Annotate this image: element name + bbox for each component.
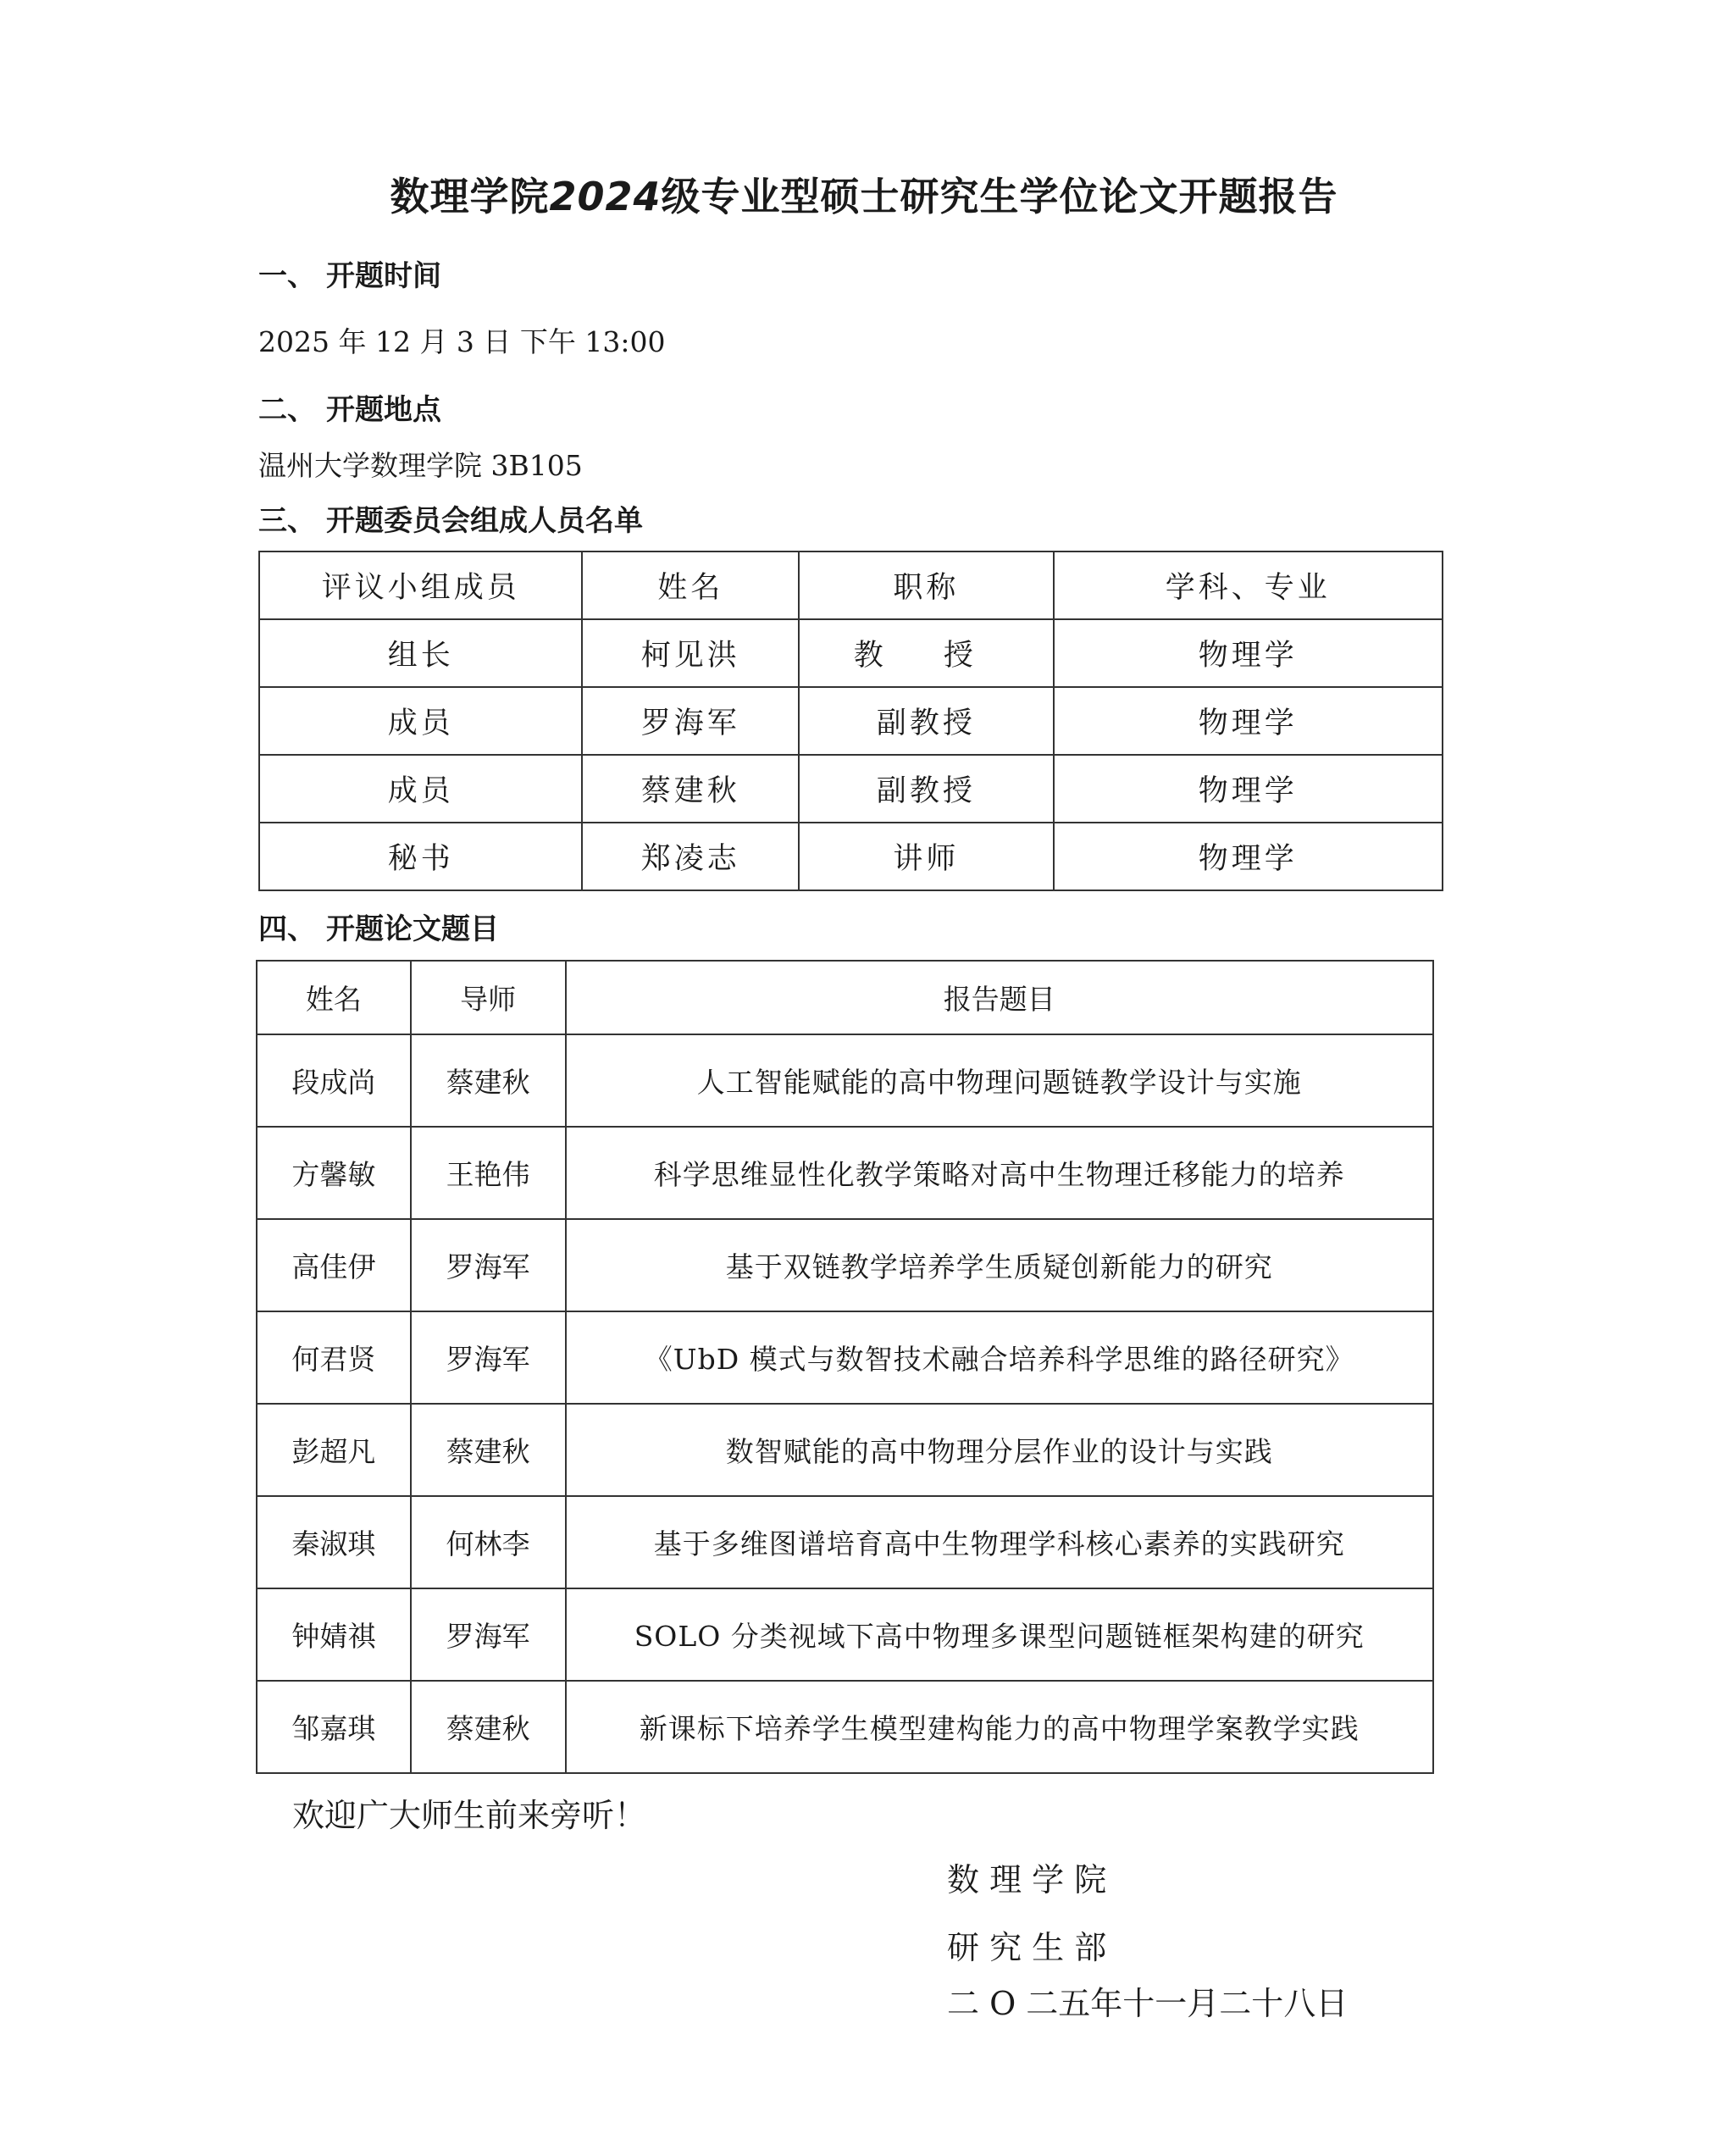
section-committee-heading: [258, 497, 643, 539]
table-header-row: [259, 551, 1443, 619]
advisor-cell: 蔡建秋: [411, 1404, 566, 1496]
discipline-cell: 物理学: [1054, 755, 1443, 823]
welcome-note: 欢迎广大师生前来旁听！: [292, 1797, 647, 1834]
thesis-title-cell: 人工智能赋能的高中物理问题链教学设计与实施: [566, 1034, 1434, 1127]
table-row: [257, 1496, 1433, 1588]
header-cell: 职称: [799, 551, 1054, 619]
name-cell: 罗海军: [582, 687, 799, 755]
table-row: [259, 687, 1443, 755]
header-cell: 报告题目: [566, 961, 1434, 1034]
section-label: 开题地点: [326, 393, 441, 427]
discipline-cell: 物理学: [1054, 687, 1443, 755]
thesis-title-cell: SOLO 分类视域下高中物理多课型问题链框架构建的研究: [566, 1588, 1434, 1681]
advisor-cell: 罗海军: [411, 1219, 566, 1311]
theses-table: [256, 960, 1434, 1774]
table-row: [257, 1219, 1433, 1311]
committee-table: [258, 551, 1443, 891]
name-cell: 郑凌志: [582, 823, 799, 890]
table-row: [259, 619, 1443, 687]
table-row: [259, 823, 1443, 890]
section-time-heading: [258, 252, 441, 294]
title-suffix: 级专业型硕士研究生学位论文开题报告: [661, 174, 1338, 219]
name-cell: 蔡建秋: [582, 755, 799, 823]
student-cell: 彭超凡: [257, 1404, 411, 1496]
section-label: 开题论文题目: [326, 912, 499, 946]
section-number: 二、: [258, 393, 316, 427]
student-cell: 钟婧祺: [257, 1588, 411, 1681]
role-cell: 成员: [259, 755, 582, 823]
header-cell: 导师: [411, 961, 566, 1034]
table-row: [257, 1311, 1433, 1404]
signature-date: 二 O 二五年十一月二十八日: [947, 1985, 1349, 2022]
header-cell: 姓名: [257, 961, 411, 1034]
section-number: 一、: [258, 259, 316, 293]
student-cell: 秦淑琪: [257, 1496, 411, 1588]
signature-org-graduate-dept: 研 究 生 部: [947, 1929, 1107, 1966]
signature-org-school: 数 理 学 院: [947, 1861, 1107, 1898]
student-cell: 高佳伊: [257, 1219, 411, 1311]
title-cell: 讲师: [799, 823, 1054, 890]
student-cell: 方馨敏: [257, 1127, 411, 1219]
advisor-cell: 何林李: [411, 1496, 566, 1588]
table-row: [259, 755, 1443, 823]
student-cell: 段成尚: [257, 1034, 411, 1127]
title-cell: 副教授: [799, 687, 1054, 755]
thesis-title-cell: 数智赋能的高中物理分层作业的设计与实践: [566, 1404, 1434, 1496]
section-label: 开题时间: [326, 259, 441, 293]
title-prefix: 数理学院: [390, 174, 550, 219]
role-cell: 成员: [259, 687, 582, 755]
title-year: 2024: [549, 174, 662, 219]
student-cell: 邹嘉琪: [257, 1681, 411, 1773]
section-place-heading: [258, 386, 441, 428]
table-row: [257, 1588, 1433, 1681]
advisor-cell: 蔡建秋: [411, 1681, 566, 1773]
student-cell: 何君贤: [257, 1311, 411, 1404]
table-row: [257, 1681, 1433, 1773]
table-row: [257, 1034, 1433, 1127]
advisor-cell: 蔡建秋: [411, 1034, 566, 1127]
thesis-title-cell: 基于双链教学培养学生质疑创新能力的研究: [566, 1219, 1434, 1311]
thesis-title-cell: 新课标下培养学生模型建构能力的高中物理学案教学实践: [566, 1681, 1434, 1773]
table-row: [257, 1404, 1433, 1496]
page-title: [0, 166, 1728, 222]
thesis-title-cell: 《UbD 模式与数智技术融合培养科学思维的路径研究》: [566, 1311, 1434, 1404]
advisor-cell: 王艳伟: [411, 1127, 566, 1219]
table-row: [257, 1127, 1433, 1219]
discipline-cell: 物理学: [1054, 619, 1443, 687]
thesis-title-cell: 科学思维显性化教学策略对高中生物理迁移能力的培养: [566, 1127, 1434, 1219]
header-cell: 学科、专业: [1054, 551, 1443, 619]
role-cell: 组长: [259, 619, 582, 687]
table-header-row: [257, 961, 1433, 1034]
role-cell: 秘书: [259, 823, 582, 890]
title-cell: 教 授: [799, 619, 1054, 687]
section-label: 开题委员会组成人员名单: [326, 504, 643, 538]
thesis-title-cell: 基于多维图谱培育高中生物理学科核心素养的实践研究: [566, 1496, 1434, 1588]
header-cell: 评议小组成员: [259, 551, 582, 619]
opening-place-value: 温州大学数理学院 3B105: [258, 449, 583, 482]
header-cell: 姓名: [582, 551, 799, 619]
section-number: 四、: [258, 912, 316, 946]
advisor-cell: 罗海军: [411, 1588, 566, 1681]
advisor-cell: 罗海军: [411, 1311, 566, 1404]
opening-time-value: 2025 年 12 月 3 日 下午 13:00: [258, 325, 666, 358]
discipline-cell: 物理学: [1054, 823, 1443, 890]
section-number: 三、: [258, 504, 316, 538]
name-cell: 柯见洪: [582, 619, 799, 687]
title-cell: 副教授: [799, 755, 1054, 823]
section-theses-heading: [258, 906, 499, 947]
